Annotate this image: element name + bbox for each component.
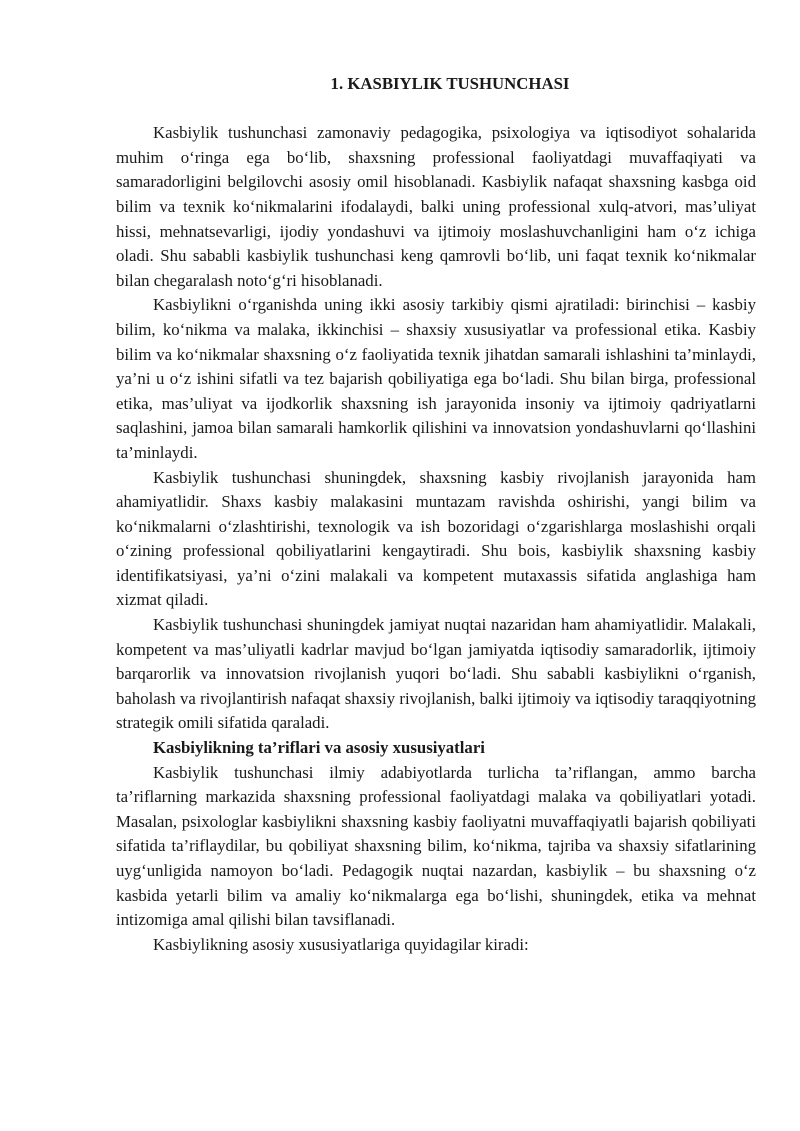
paragraph-4: Kasbiylik tushunchasi shuningdek jamiyat nuqtai nazaridan ham ahamiyatlidir. Malakali, kompetent va mas’uliyatli kadrlar mavjud bo‘lgan jamiyatda iqtisodiy samaradorlik, ijtimoiy barqarorlik va innovatsion rivojlanish yuqori bo‘ladi. Shu sababli kasbiylikni o‘rganish, baholash va rivojlantirish nafaqat shaxsiy rivojlanish, balki ijtimoiy va iqtisodiy taraqqiyotning strategik omili sifatida qaraladi.: [116, 615, 756, 733]
paragraph-1: Kasbiylik tushunchasi zamonaviy pedagogika, psixologiya va iqtisodiyot sohalarida muhim o‘ringa ega bo‘lib, shaxsning professional faoliyatdagi muvaffaqiyati va samaradorligini belgilovchi asosiy omil hisoblanadi. Kasbiylik nafaqat shaxsning kasbga oid bilim va texnik ko‘nikmalarini ifodalaydi, balki uning professional xulq-atvori, mas’uliyat hissi, mehnatsevarligi, ijodiy yondashuvi va ijtimoiy moslashuvchanligini ham o‘z ichiga oladi. Shu sababli kasbiylik tushunchasi keng qamrovli bo‘lib, uni faqat texnik ko‘nikmalar bilan chegaralash noto‘g‘ri hisoblanadi.: [116, 123, 756, 290]
paragraph-5: Kasbiylik tushunchasi ilmiy adabiyotlarda turlicha ta’riflangan, ammo barcha ta’riflarning markazida shaxsning professional faoliyatdagi malaka va qobiliyatlari yotadi. Masalan, psixologlar kasbiylikni shaxsning kasbiy faoliyatni muvaffaqiyatli bajarish qobiliyati sifatida ta’riflaydilar, bu qobiliyat shaxsning bilim, ko‘nikma, tajriba va shaxsiy sifatlarining uyg‘unligida namoyon bo‘ladi. Pedagogik nuqtai nazardan, kasbiylik – bu shaxsning o‘z kasbida yetarli bilim va amaliy ko‘nikmalarga ega bo‘lishi, shuningdek, etika va mehnat intizomiga amal qilishi bilan tavsiflanadi.: [116, 762, 756, 930]
document-body: [116, 72, 756, 957]
paragraph-6: Kasbiylikning asosiy xususiyatlariga quyidagilar kiradi:: [153, 934, 529, 954]
page-title: 1. KASBIYLIK TUSHUNCHASI: [330, 74, 570, 93]
paragraph-3: Kasbiylik tushunchasi shuningdek, shaxsning kasbiy rivojlanish jarayonida ham ahamiyatlidir. Shaxs kasbiy malakasini muntazam ravishda oshirishi, yangi bilim va ko‘nikmalarni o‘zlashtirishi, texnologik va ish bozoridagi o‘zgarishlarga moslashishi orqali o‘zining professional qobiliyatlarini kengaytiradi. Shu bois, kasbiylik shaxsning kasbiy identifikatsiyasi, ya’ni o‘zini malakali va kompetent mutaxassis sifatida anglashiga ham xizmat qiladi.: [116, 467, 756, 610]
paragraph-2: Kasbiylikni o‘rganishda uning ikki asosiy tarkibiy qismi ajratiladi: birinchisi – kasbiy bilim, ko‘nikma va malaka, ikkinchisi – shaxsiy xususiyatlar va professional etika. Kasbiy bilim va ko‘nikmalar shaxsning o‘z faoliyatida texnik jihatdan samarali ishlashini ta’minlaydi, ya’ni u o‘z ishini sifatli va tez bajarish qobiliyatiga ega bo‘ladi. Shu bilan birga, professional etika, mas’uliyat va ijodkorlik shaxsning ish jarayonida insoniy va ijtimoiy qadriyatlarni saqlashini, jamoa bilan samarali hamkorlik qilishini va innovatsion yondashuvlarni qo‘llashini ta’minlaydi.: [116, 295, 756, 462]
section-subheading: Kasbiylikning ta’riflari va asosiy xususiyatlari: [153, 738, 485, 758]
